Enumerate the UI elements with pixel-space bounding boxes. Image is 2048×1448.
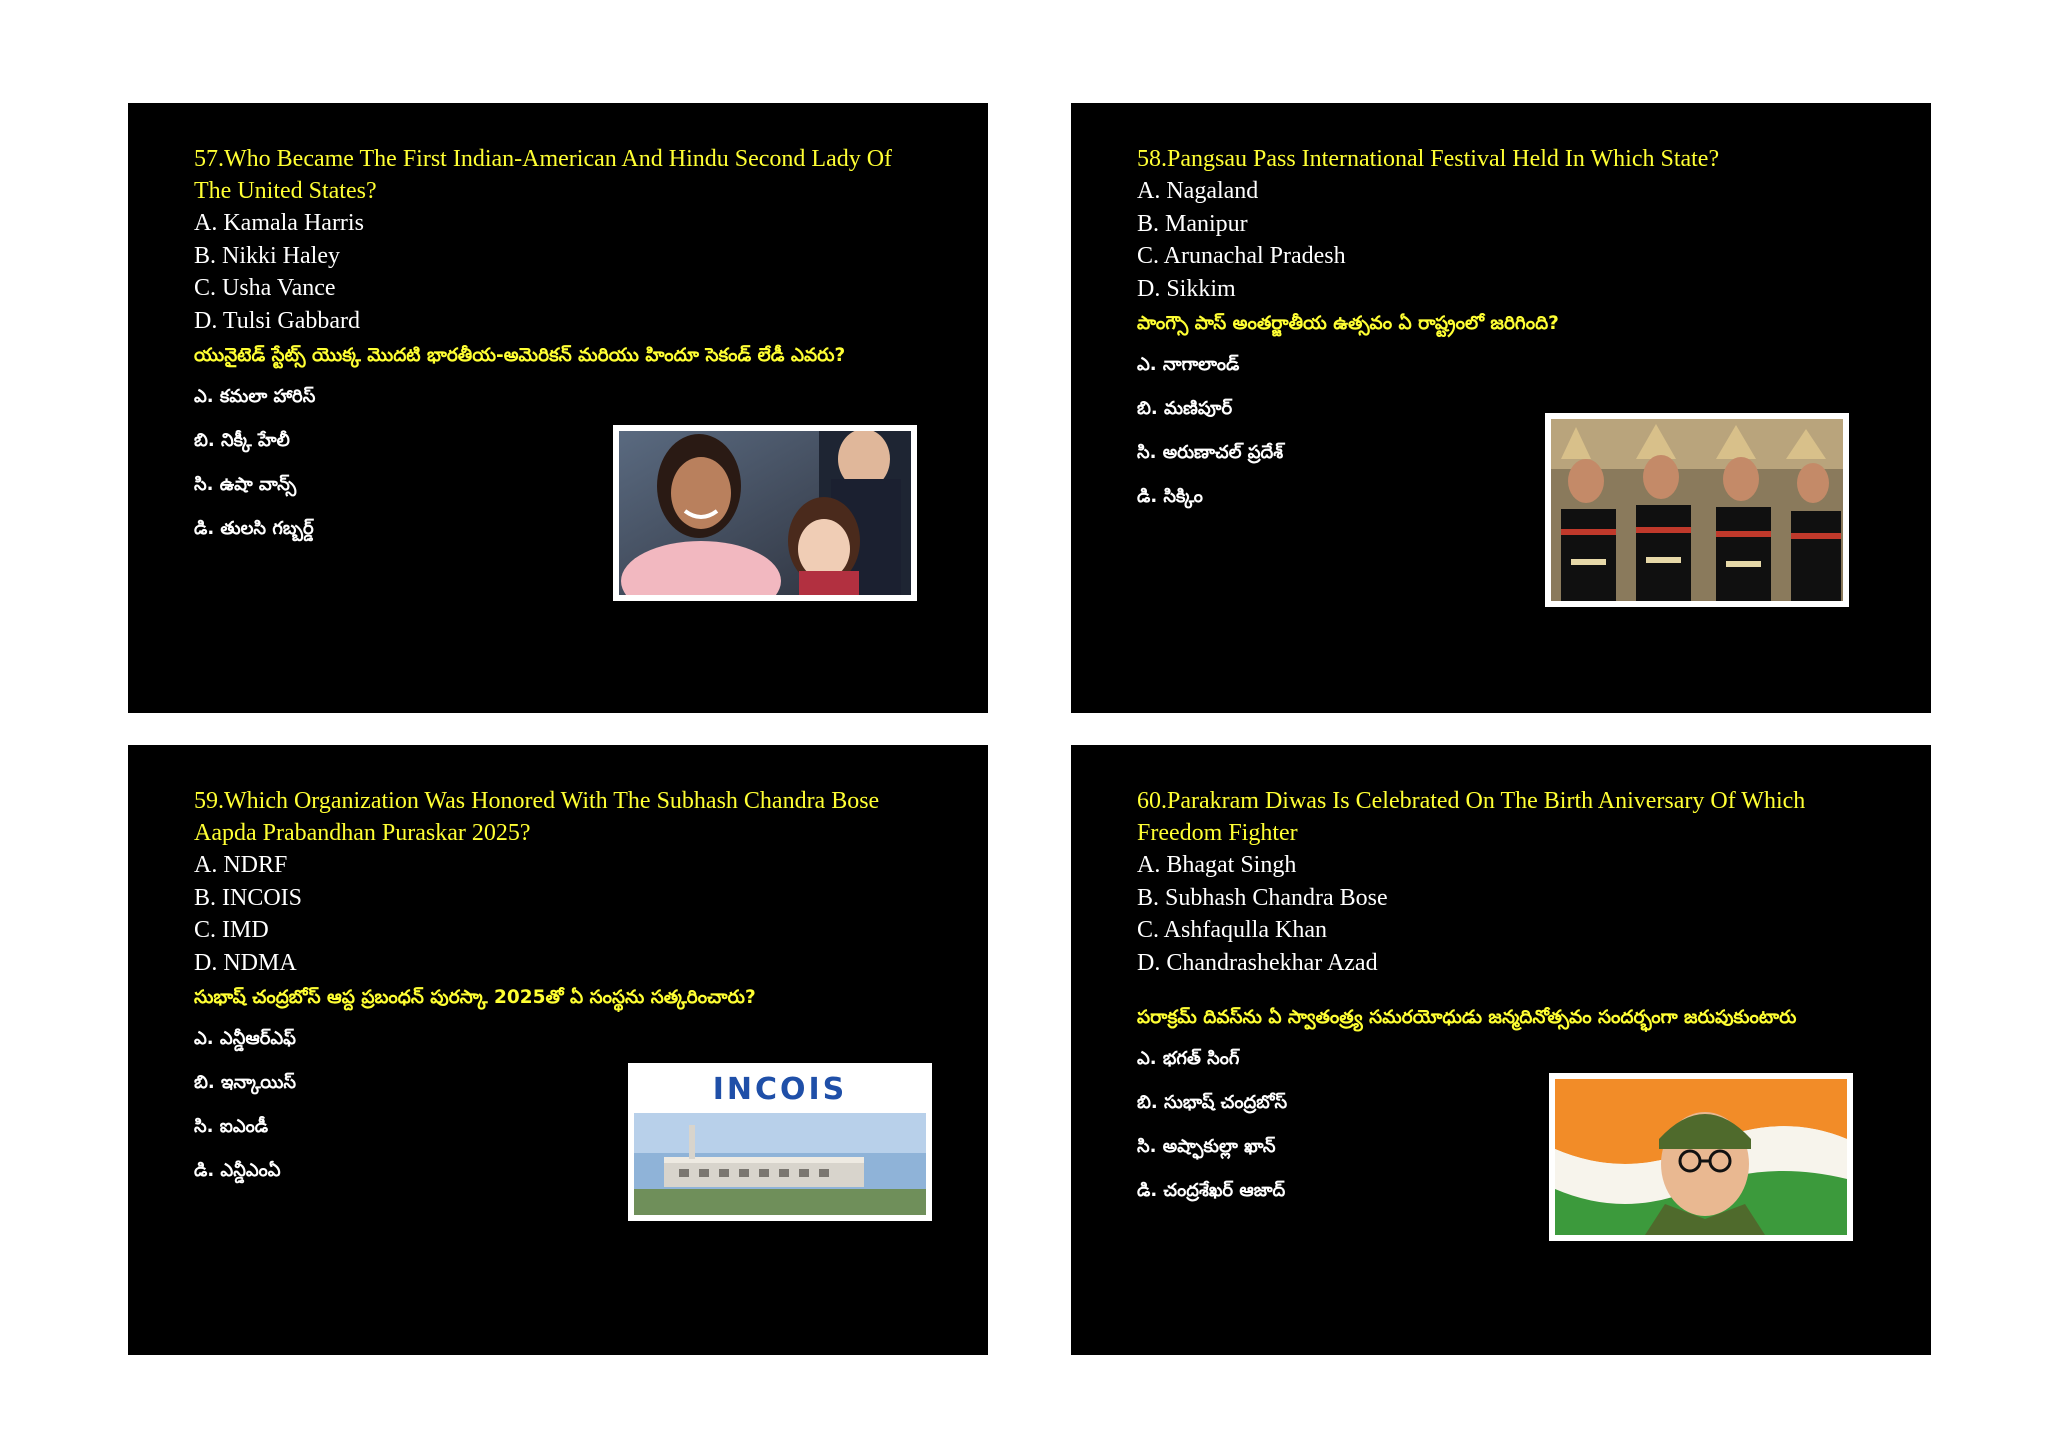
quiz-slide-59 [128, 745, 988, 1355]
question-telugu: సుభాష్ చంద్రబోస్ ఆప్ద ప్రబంధన్ పురస్కా 2025తో ఏ సంస్థను సత్కరించారు? [194, 987, 756, 1008]
question-english: 58.Pangsau Pass International Festival Held In Which State? [1137, 146, 1720, 172]
option-a-telugu: ఎ. కమలా హారిస్ [194, 386, 316, 407]
option-d: D. Tulsi Gabbard [194, 307, 361, 334]
netaji-portrait-photo [1549, 1073, 1853, 1241]
option-d-telugu: డి. ఎన్డీఎంఏ [194, 1160, 281, 1181]
option-b-telugu: బి. సుభాష్ చంద్రబోస్ [1137, 1092, 1288, 1113]
option-a: A. Kamala Harris [194, 210, 364, 236]
option-c-telugu: సి. అష్ఫాకుల్లా ఖాన్ [1137, 1136, 1276, 1157]
option-d: D. Sikkim [1137, 275, 1236, 302]
option-a-telugu: ఎ. నాగాలాండ్ [1137, 354, 1240, 375]
option-a: A. Nagaland [1137, 178, 1259, 204]
option-b: B. INCOIS [194, 884, 303, 911]
option-b: B. Manipur [1137, 210, 1248, 237]
option-d-telugu: డి. తులసి గబ్బర్డ్ [194, 518, 314, 539]
option-a: A. Bhagat Singh [1137, 852, 1297, 878]
quiz-slide-58 [1071, 103, 1931, 713]
option-d-telugu: డి. చంద్రశేఖర్ ఆజాద్ [1137, 1180, 1286, 1201]
usha-vance-photo [613, 425, 917, 601]
option-c-telugu: సి. అరుణాచల్ ప్రదేశ్ [1137, 442, 1284, 463]
option-d: D. Chandrashekhar Azad [1137, 949, 1378, 976]
question-english: 59.Which Organization Was Honored With The Subhash Chandra Bose Aapda Prabandhan Puraskar 2025? [194, 788, 880, 846]
option-c: C. Ashfaqulla Khan [1137, 917, 1327, 943]
option-c-telugu: సి. ఉషా వాన్స్ [194, 474, 297, 495]
question-telugu: పరాక్రమ్ దివస్‌ను ఏ స్వాతంత్ర్య సమరయోధుడు జన్మదినోత్సవం సందర్భంగా జరుపుకుంటారు [1137, 1007, 1797, 1028]
quiz-slide-57 [128, 103, 988, 713]
question-english: 57.Who Became The First Indian-American And Hindu Second Lady Of The United States? [194, 146, 893, 204]
option-b-telugu: బి. నిక్కీ హేలీ [194, 430, 290, 451]
question-english: 60.Parakram Diwas Is Celebrated On The Birth Aniversary Of Which Freedom Fighter [1137, 788, 1806, 846]
option-a-telugu: ఎ. భగత్ సింగ్ [1137, 1048, 1240, 1069]
option-c: C. Arunachal Pradesh [1137, 243, 1346, 269]
incois-building-photo [628, 1063, 932, 1221]
option-c-telugu: సి. ఐఎండీ [194, 1116, 269, 1137]
option-d: D. NDMA [194, 949, 297, 976]
incois-logo-text: INCOIS [712, 1072, 848, 1107]
option-c: C. IMD [194, 917, 269, 943]
question-telugu: యునైటెడ్ స్టేట్స్ యొక్క మొదటి భారతీయ-అమెరికన్ మరియు హిందూ సెకండ్ లేడీ ఎవరు? [194, 345, 846, 366]
option-b: B. Nikki Haley [194, 242, 340, 269]
option-a-telugu: ఎ. ఎన్డీఆర్ఎఫ్ [194, 1028, 296, 1049]
option-d-telugu: డి. సిక్కిం [1137, 486, 1203, 507]
option-b-telugu: బి. మణిపూర్ [1137, 398, 1233, 419]
option-c: C. Usha Vance [194, 275, 336, 301]
option-a: A. NDRF [194, 852, 288, 878]
quiz-slide-60 [1071, 745, 1931, 1355]
festival-dancers-photo [1545, 413, 1849, 607]
option-b: B. Subhash Chandra Bose [1137, 884, 1388, 911]
option-b-telugu: బి. ఇన్కాయిస్ [194, 1072, 297, 1093]
question-telugu: పాంగ్సౌ పాస్ అంతర్జాతీయ ఉత్సవం ఏ రాష్ట్రంలో జరిగింది? [1137, 313, 1559, 334]
